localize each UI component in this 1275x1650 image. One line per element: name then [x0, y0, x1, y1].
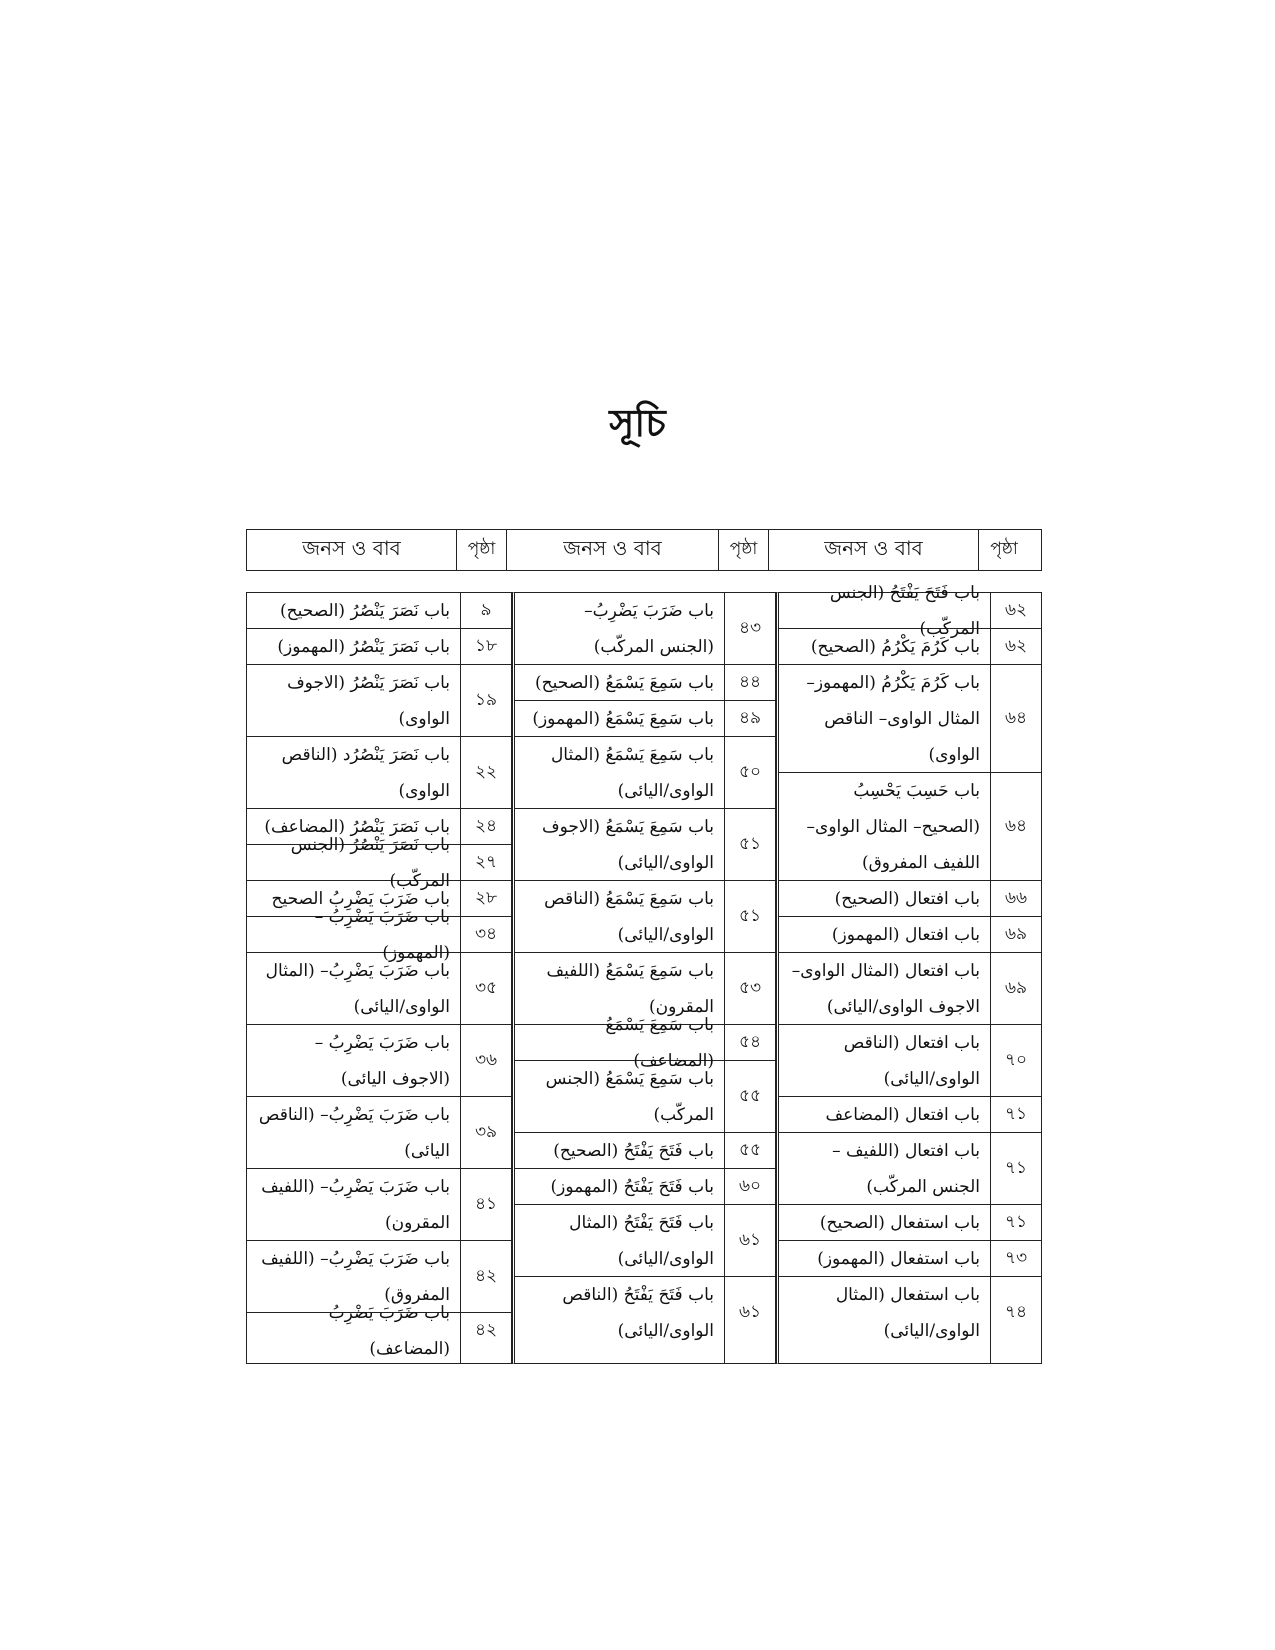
page-number: ৬২ [991, 629, 1041, 665]
page-number: ৫০ [725, 737, 775, 809]
index-entry: باب سَمِعَ يَسْمَعُ (الناقص الواوى/اليائى) [515, 881, 724, 953]
header-page-label: পৃষ্ঠা [990, 539, 1018, 559]
index-entry: باب ضَرَبَ يَضْرِبُ– (اللفيف المقرون) [247, 1169, 460, 1241]
section-column [247, 593, 461, 1363]
index-entry: باب سَمِعَ يَسْمَعُ (المثال الواوى/اليائى) [515, 737, 724, 809]
index-entry: باب سَمِعَ يَسْمَعُ (المضاعف) [515, 1025, 724, 1061]
page-number: ৭১ [991, 1205, 1041, 1241]
index-table [246, 582, 1042, 1364]
index-entry: باب استفعال (المثال الواوى/اليائى) [835, 1285, 980, 1341]
page-title: সূচি [609, 400, 666, 445]
index-entry: باب سَمِعَ يَسْمَعُ (الصحيح) [515, 665, 724, 701]
index-entry: باب ضَرَبَ يَضْرِبُ (المضاعف) [328, 1303, 450, 1359]
index-entry: باب ضَرَبَ يَضْرِبُ– (المثال الواوى/اليائى) [247, 953, 460, 1025]
index-entry: باب نَصَرَ يَنْصُرُد (الناقص الواوى) [247, 737, 460, 809]
header-page-label: পৃষ্ঠা [719, 530, 769, 570]
section-column [515, 593, 725, 1363]
page-number: ৭৪ [1004, 1302, 1028, 1322]
page-number: ২২ [461, 737, 511, 809]
page-number: ৫১ [725, 881, 775, 953]
index-entry: باب كَرُمَ يَكْرُمُ (الصحيح) [779, 629, 990, 665]
section-column [779, 582, 991, 1363]
header-section-label: জনস ও বাব [769, 530, 979, 570]
page-number: ৬১ [738, 1302, 762, 1322]
index-entry: باب افتعال (المهموز) [779, 917, 990, 953]
index-entry: باب ضَرَبَ يَضْرِبُ– (الناقص اليائى) [247, 1097, 460, 1169]
page-number: ৪২ [461, 1241, 511, 1313]
index-column-3 [776, 582, 1042, 1364]
index-entry: باب سَمِعَ يَسْمَعُ (المهموز) [515, 701, 724, 737]
header-section-label: জনস ও বাব [247, 530, 457, 570]
page-number: ৪৩ [725, 593, 775, 665]
index-entry: باب استفعال (المهموز) [779, 1241, 990, 1277]
page-number: ৩৬ [461, 1025, 511, 1097]
index-entry: باب نَصَرَ يَنْصُرُ (الجنس المركّب) [247, 845, 460, 881]
header-section-label: জনস ও বাব [507, 530, 719, 570]
page-number: ৭৩ [991, 1241, 1041, 1277]
page-number: ৪২ [474, 1320, 498, 1340]
page-number: ৬৬ [991, 881, 1041, 917]
index-entry: باب نَصَرَ يَنْصُرُ (المضاعف) [247, 809, 460, 845]
page-number: ৩৪ [461, 917, 511, 953]
page-number: ৩৫ [461, 953, 511, 1025]
index-entry: باب افتعال (الناقص الواوى/اليائى) [779, 1025, 990, 1097]
index-entry: باب نَصَرَ يَنْصُرُ (الاجوف الواوى) [247, 665, 460, 737]
page-number: ২৮ [461, 881, 511, 917]
page-number: ৫৪ [725, 1025, 775, 1061]
page-number: ৬৪ [991, 773, 1041, 881]
index-entry: باب سَمِعَ يَسْمَعُ (الجنس المركّب) [515, 1061, 724, 1133]
index-entry: باب ضَرَبَ يَضْرِبُ الصحيح [247, 881, 460, 917]
index-entry: باب ضَرَبَ يَضْرِبُ – (الاجوف اليائى) [247, 1025, 460, 1097]
page-number: ৬০ [725, 1169, 775, 1205]
index-entry: باب نَصَرَ يَنْصُرُ (المهموز) [247, 629, 460, 665]
index-entry: باب فَتَحَ يَفْتَحُ (المهموز) [515, 1169, 724, 1205]
page-number: ৫৫ [725, 1061, 775, 1133]
page-column [461, 593, 511, 1363]
page-number: ৫১ [725, 809, 775, 881]
page-number: ৬৯ [991, 953, 1041, 1025]
page-column [991, 593, 1041, 1363]
index-entry: باب استفعال (الصحيح) [779, 1205, 990, 1241]
page-number: ৬১ [725, 1205, 775, 1277]
page-number: ৩৯ [461, 1097, 511, 1169]
page-number: ৬২ [991, 593, 1041, 629]
index-column-1 [246, 592, 512, 1364]
page-number: ৫৩ [725, 953, 775, 1025]
index-entry: باب كَرُمَ يَكْرُمُ (المهموز– المثال الواوى– الناقص الواوى) [779, 665, 990, 773]
index-entry: باب افتعال (المثال الواوى– الاجوف الواوى/اليائى) [779, 953, 990, 1025]
page-number: ৫৫ [725, 1133, 775, 1169]
page-number: ৪৪ [725, 665, 775, 701]
index-entry: باب ضَرَبَ يَضْرِبُ– (اللفيف المفروق) [247, 1241, 460, 1313]
index-entry: باب ضَرَبَ يَضْرِبُ – (المهموز) [247, 917, 460, 953]
index-entry: باب فَتَحَ يَفْتَحُ (الناقص الواوى/اليائى) [562, 1285, 714, 1341]
page-number: ৭১ [991, 1133, 1041, 1205]
index-column-2 [512, 592, 776, 1364]
page-number: ৬৪ [991, 665, 1041, 773]
index-entry: باب ضَرَبَ يَضْرِبُ– (الجنس المركّب) [515, 593, 724, 665]
page-number: ২৪ [461, 809, 511, 845]
page-number: ৪১ [461, 1169, 511, 1241]
index-entry: باب افتعال (اللفيف –الجنس المركّب) [779, 1133, 990, 1205]
index-entry: باب فَتَحَ يَفْتَحُ (الصحيح) [515, 1133, 724, 1169]
index-entry: باب فَتَحَ يَفْتَحُ (الجنس المركّب) [779, 593, 990, 629]
index-entry: باب سَمِعَ يَسْمَعُ (الاجوف الواوى/اليائى) [515, 809, 724, 881]
page-number: ৪৯ [725, 701, 775, 737]
index-header-row [246, 529, 1042, 571]
page-column [725, 593, 775, 1363]
page-number: ১৯ [461, 665, 511, 737]
index-entry: باب سَمِعَ يَسْمَعُ (اللفيف المقرون) [515, 953, 724, 1025]
index-entry: باب حَسِبَ يَحْسِبُ (الصحيح– المثال الواوى– اللفيف المفروق) [779, 773, 990, 881]
page-number: ৭০ [991, 1025, 1041, 1097]
index-entry: باب افتعال (المضاعف [779, 1097, 990, 1133]
page-number: ২৭ [461, 845, 511, 881]
page-number: ৬৯ [991, 917, 1041, 953]
page-number: ১৮ [461, 629, 511, 665]
index-entry: باب فَتَحَ يَفْتَحُ (المثال الواوى/اليائى) [515, 1205, 724, 1277]
index-entry: باب افتعال (الصحيح) [779, 881, 990, 917]
header-page-label: পৃষ্ঠা [457, 530, 507, 570]
page-number: ৯ [461, 593, 511, 629]
page-number: ৭১ [991, 1097, 1041, 1133]
index-entry: باب نَصَرَ يَنْصُرُ (الصحيح) [247, 593, 460, 629]
